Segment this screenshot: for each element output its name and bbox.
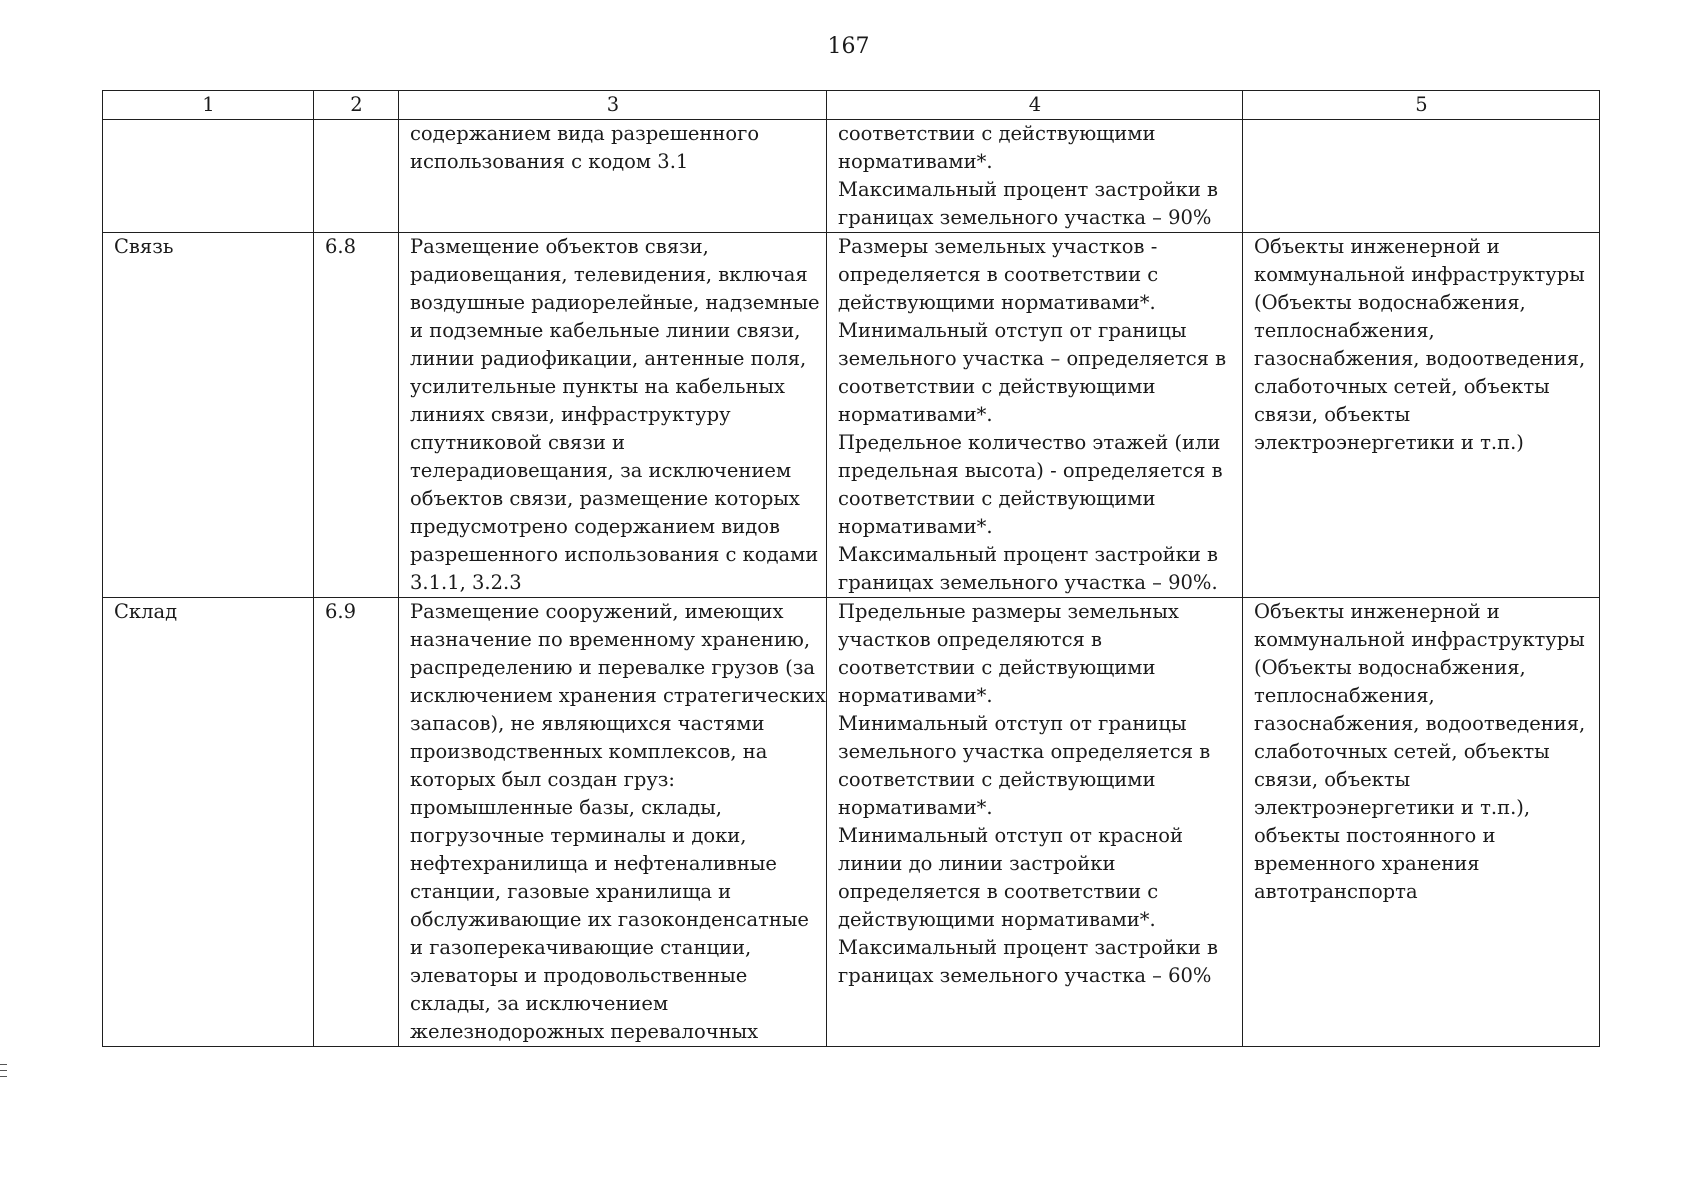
cell-text-line: использования с кодом 3.1 — [410, 150, 689, 173]
cell-text-line: погрузочные терминалы и доки, — [410, 824, 747, 847]
cell-text-line: Максимальный процент застройки в — [838, 936, 1219, 959]
column-header-4: 4 — [827, 91, 1243, 120]
row-parameters-cell — [827, 233, 1243, 598]
cell-text-line: границах земельного участка – 60% — [838, 964, 1212, 987]
row-code-cell — [314, 120, 399, 233]
cell-text-line: соответствии с действующими — [838, 122, 1156, 145]
cell-text-line: (Объекты водоснабжения, — [1254, 291, 1526, 314]
cell-text-line: соответствии с действующими — [838, 656, 1156, 679]
cell-text-line: разрешенного использования с кодами — [410, 543, 819, 566]
cell-text-line: элеваторы и продовольственные — [410, 964, 748, 987]
cell-text-line: и газоперекачивающие станции, — [410, 936, 752, 959]
cell-text-line: объекты постоянного и — [1254, 824, 1496, 847]
cell-text-line: Максимальный процент застройки в — [838, 543, 1219, 566]
cell-text-line: коммунальной инфраструктуры — [1254, 263, 1585, 286]
cell-text-line: станции, газовые хранилища и — [410, 880, 732, 903]
cell-text-line: объектов связи, размещение которых — [410, 487, 800, 510]
cell-text-line: теплоснабжения, — [1254, 684, 1435, 707]
cell-text-line: действующими нормативами*. — [838, 908, 1156, 931]
cell-text-line: границах земельного участка – 90%. — [838, 571, 1218, 594]
cell-text-line: соответствии с действующими — [838, 768, 1156, 791]
cell-text-line: газоснабжения, водоотведения, — [1254, 347, 1586, 370]
row-code-cell: 6.8 — [314, 233, 399, 598]
row-parameters-cell — [827, 120, 1243, 233]
margin-scan-mark — [0, 1064, 7, 1084]
row-description-cell — [399, 233, 827, 598]
cell-text-line: Минимальный отступ от красной — [838, 824, 1184, 847]
header-row — [103, 91, 1600, 120]
cell-text-line: Минимальный отступ от границы — [838, 319, 1187, 342]
cell-text-line: и подземные кабельные линии связи, — [410, 319, 801, 342]
land-use-table — [102, 90, 1600, 1047]
cell-text-line: определяется в соответствии с — [838, 880, 1159, 903]
cell-text-line: коммунальной инфраструктуры — [1254, 628, 1585, 651]
cell-text-line: Предельные размеры земельных — [838, 600, 1179, 623]
row-name-cell — [103, 120, 314, 233]
cell-text-line: промышленные базы, склады, — [410, 796, 722, 819]
column-header-3: 3 — [399, 91, 827, 120]
cell-text-line: Максимальный процент застройки в — [838, 178, 1219, 201]
cell-text-line: содержанием вида разрешенного — [410, 122, 760, 145]
cell-text-line: нормативами*. — [838, 403, 993, 426]
cell-text-line: усилительные пункты на кабельных — [410, 375, 785, 398]
column-header-1: 1 — [103, 91, 314, 120]
cell-text-line: производственных комплексов, на — [410, 740, 768, 763]
cell-text-line: слаботочных сетей, объекты — [1254, 740, 1550, 763]
column-header-2: 2 — [314, 91, 399, 120]
cell-text-line: распределению и перевалке грузов (за — [410, 656, 815, 679]
cell-text-line: Размещение сооружений, имеющих — [410, 600, 784, 623]
cell-text-line: нефтехранилища и нефтеналивные — [410, 852, 777, 875]
cell-text-line: (Объекты водоснабжения, — [1254, 656, 1526, 679]
cell-text-line: Размеры земельных участков - — [838, 235, 1158, 258]
cell-text-line: телерадиовещания, за исключением — [410, 459, 792, 482]
cell-text-line: предусмотрено содержанием видов — [410, 515, 780, 538]
cell-text-line: земельного участка определяется в — [838, 740, 1211, 763]
cell-text-line: участков определяются в — [838, 628, 1102, 651]
cell-text-line: назначение по временному хранению, — [410, 628, 811, 651]
column-header-5: 5 — [1243, 91, 1600, 120]
cell-text-line: слаботочных сетей, объекты — [1254, 375, 1550, 398]
cell-text-line: обслуживающие их газоконденсатные — [410, 908, 809, 931]
cell-text-line: Минимальный отступ от границы — [838, 712, 1187, 735]
cell-text-line: временного хранения — [1254, 852, 1480, 875]
row-objects-cell — [1243, 120, 1600, 233]
cell-text-line: которых был создан груз: — [410, 768, 676, 791]
cell-text-line: нормативами*. — [838, 684, 993, 707]
row-description-cell — [399, 120, 827, 233]
cell-text-line: электроэнергетики и т.п.) — [1254, 431, 1524, 454]
cell-text-line: запасов), не являющихся частями — [410, 712, 765, 735]
cell-text-line: соответствии с действующими — [838, 375, 1156, 398]
row-description-cell — [399, 598, 827, 1047]
cell-text-line: соответствии с действующими — [838, 487, 1156, 510]
cell-text-line: связи, объекты — [1254, 768, 1411, 791]
row-objects-cell — [1243, 598, 1600, 1047]
cell-text-line: склады, за исключением — [410, 992, 669, 1015]
cell-text-line: железнодорожных перевалочных — [410, 1020, 759, 1043]
cell-text-line: предельная высота) - определяется в — [838, 459, 1223, 482]
page-number: 167 — [827, 34, 870, 59]
cell-text-line: земельного участка – определяется в — [838, 347, 1227, 370]
table-row — [103, 233, 1600, 598]
cell-text-line: границах земельного участка – 90% — [838, 206, 1212, 229]
cell-text-line: линиях связи, инфраструктуру — [410, 403, 731, 426]
table-row — [103, 598, 1600, 1047]
cell-text-line: линии до линии застройки — [838, 852, 1116, 875]
cell-text-line: 3.1.1, 3.2.3 — [410, 571, 522, 594]
cell-text-line: спутниковой связи и — [410, 431, 626, 454]
cell-text-line: воздушные радиорелейные, надземные — [410, 291, 820, 314]
row-name-cell: Связь — [103, 233, 314, 598]
row-parameters-cell — [827, 598, 1243, 1047]
cell-text-line: нормативами*. — [838, 515, 993, 538]
table-row — [103, 120, 1600, 233]
cell-text-line: радиовещания, телевидения, включая — [410, 263, 808, 286]
cell-text-line: нормативами*. — [838, 150, 993, 173]
cell-text-line: Объекты инженерной и — [1254, 235, 1500, 258]
cell-text-line: нормативами*. — [838, 796, 993, 819]
cell-text-line: Размещение объектов связи, — [410, 235, 709, 258]
cell-text-line: электроэнергетики и т.п.), — [1254, 796, 1531, 819]
row-code-cell: 6.9 — [314, 598, 399, 1047]
cell-text-line: исключением хранения стратегических — [410, 684, 826, 707]
cell-text-line: Предельное количество этажей (или — [838, 431, 1221, 454]
cell-text-line: линии радиофикации, антенные поля, — [410, 347, 807, 370]
cell-text-line: действующими нормативами*. — [838, 291, 1156, 314]
cell-text-line: автотранспорта — [1254, 880, 1418, 903]
row-objects-cell — [1243, 233, 1600, 598]
cell-text-line: теплоснабжения, — [1254, 319, 1435, 342]
cell-text-line: газоснабжения, водоотведения, — [1254, 712, 1586, 735]
cell-text-line: Объекты инженерной и — [1254, 600, 1500, 623]
cell-text-line: определяется в соответствии с — [838, 263, 1159, 286]
row-name-cell: Склад — [103, 598, 314, 1047]
cell-text-line: связи, объекты — [1254, 403, 1411, 426]
